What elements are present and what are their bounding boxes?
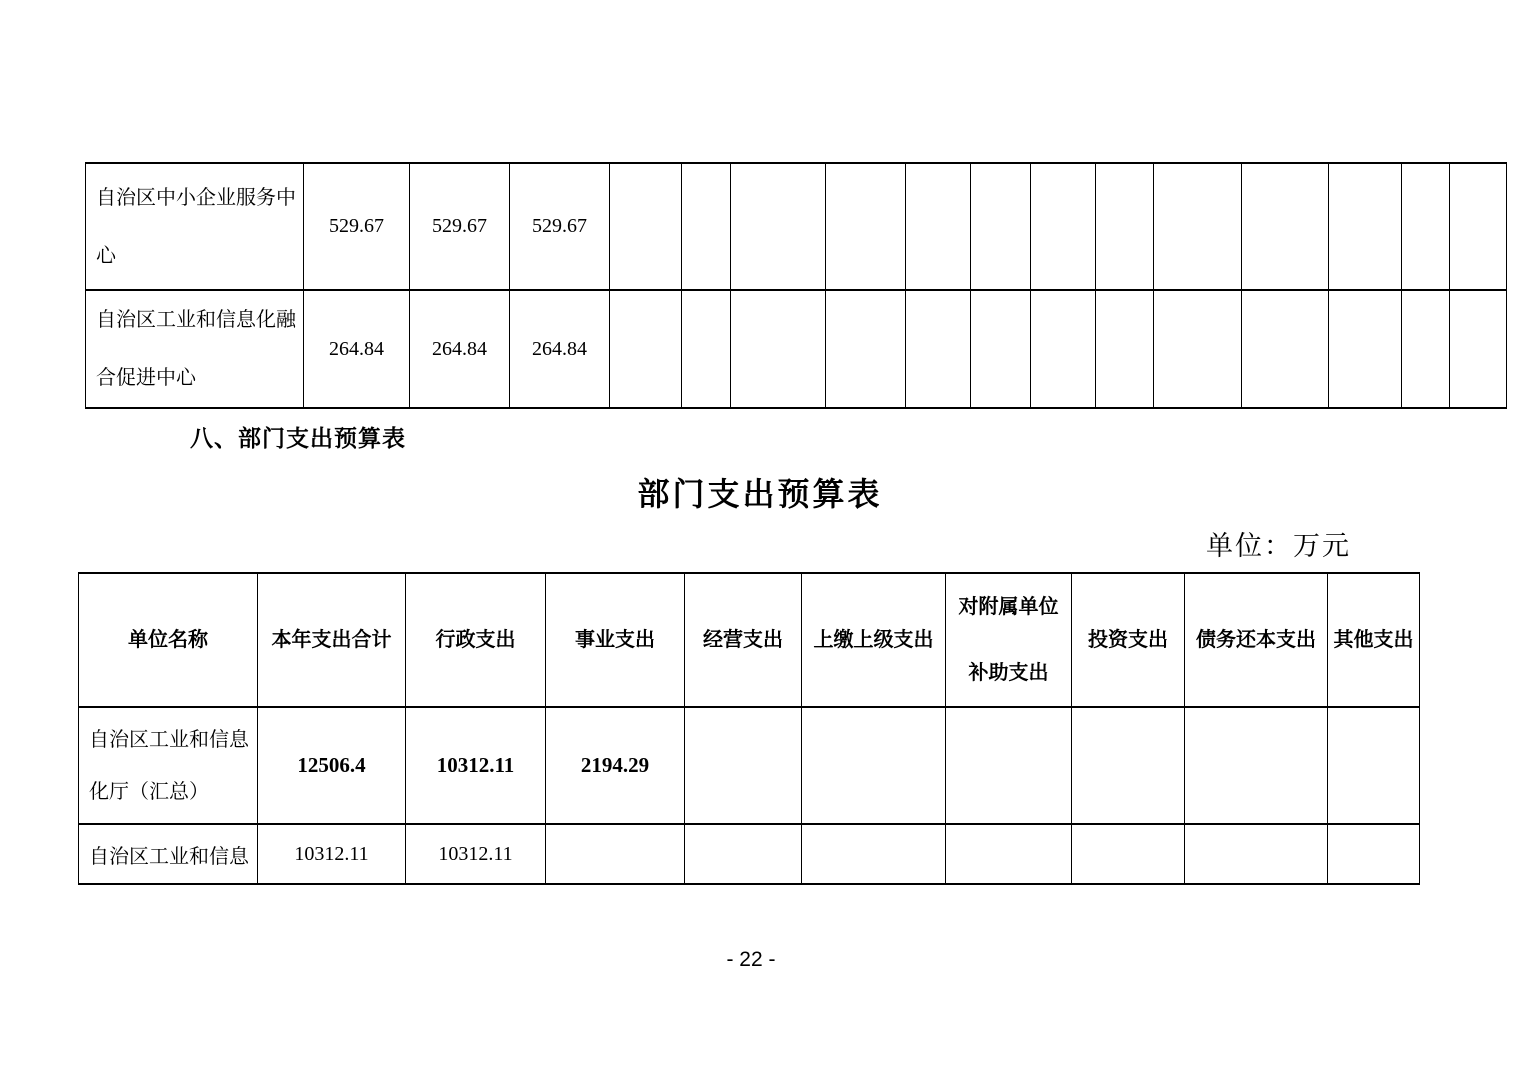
- empty-cell: [802, 707, 946, 824]
- unit-name-cell: 自治区中小企业服务中心: [86, 163, 304, 290]
- table-row: [79, 707, 1420, 824]
- empty-cell: [1072, 824, 1185, 884]
- empty-cell: [971, 163, 1031, 290]
- header-year-total: 本年支出合计: [258, 573, 406, 707]
- empty-cell: [1096, 163, 1154, 290]
- value-cell: 529.67: [304, 163, 410, 290]
- empty-cell: [685, 707, 802, 824]
- header-unit-name: 单位名称: [79, 573, 258, 707]
- section-heading: 八、部门支出预算表: [190, 425, 406, 451]
- unit-name-cell: 自治区工业和信息化融合促进中心: [86, 290, 304, 408]
- header-business: 经营支出: [685, 573, 802, 707]
- continuation-table: [85, 162, 1507, 409]
- empty-cell: [731, 290, 826, 408]
- value-cell: 10312.11: [258, 824, 406, 884]
- empty-cell: [971, 290, 1031, 408]
- value-cell: 264.84: [304, 290, 410, 408]
- empty-cell: [946, 707, 1072, 824]
- empty-cell: [946, 824, 1072, 884]
- empty-cell: [1185, 707, 1328, 824]
- empty-cell: [1096, 290, 1154, 408]
- empty-cell: [802, 824, 946, 884]
- unit-name-cell: 自治区工业和信息: [79, 824, 258, 884]
- header-debt-repay: 债务还本支出: [1185, 573, 1328, 707]
- empty-cell: [826, 290, 906, 408]
- header-subsidy: 对附属单位补助支出: [946, 573, 1072, 707]
- table-row: [79, 824, 1420, 884]
- header-admin: 行政支出: [406, 573, 546, 707]
- empty-cell: [1450, 290, 1507, 408]
- empty-cell: [1329, 163, 1402, 290]
- table-row: [86, 163, 1507, 290]
- empty-cell: [1328, 824, 1420, 884]
- unit-label: 单位：万元: [1206, 531, 1351, 561]
- table-title: 部门支出预算表: [637, 476, 883, 512]
- empty-cell: [1402, 290, 1450, 408]
- page-number: - 22 -: [726, 948, 776, 971]
- value-cell: 264.84: [510, 290, 610, 408]
- empty-cell: [1329, 290, 1402, 408]
- table-row: [86, 290, 1507, 408]
- value-cell: 2194.29: [546, 707, 685, 824]
- value-cell: 264.84: [410, 290, 510, 408]
- header-other: 其他支出: [1328, 573, 1420, 707]
- empty-cell: [1031, 290, 1096, 408]
- empty-cell: [1072, 707, 1185, 824]
- header-row: [79, 573, 1420, 707]
- empty-cell: [610, 290, 682, 408]
- empty-cell: [682, 290, 731, 408]
- value-cell: 529.67: [510, 163, 610, 290]
- empty-cell: [906, 163, 971, 290]
- value-cell: 529.67: [410, 163, 510, 290]
- empty-cell: [1154, 290, 1242, 408]
- empty-cell: [1154, 163, 1242, 290]
- header-public-institution: 事业支出: [546, 573, 685, 707]
- empty-cell: [682, 163, 731, 290]
- empty-cell: [731, 163, 826, 290]
- empty-cell: [1031, 163, 1096, 290]
- header-upper-level: 上缴上级支出: [802, 573, 946, 707]
- empty-cell: [546, 824, 685, 884]
- expense-budget-table: [78, 572, 1420, 885]
- empty-cell: [610, 163, 682, 290]
- value-cell: 10312.11: [406, 707, 546, 824]
- header-investment: 投资支出: [1072, 573, 1185, 707]
- empty-cell: [1328, 707, 1420, 824]
- empty-cell: [1450, 163, 1507, 290]
- empty-cell: [1185, 824, 1328, 884]
- value-cell: 12506.4: [258, 707, 406, 824]
- empty-cell: [1242, 163, 1329, 290]
- value-cell: 10312.11: [406, 824, 546, 884]
- empty-cell: [826, 163, 906, 290]
- empty-cell: [685, 824, 802, 884]
- empty-cell: [906, 290, 971, 408]
- empty-cell: [1242, 290, 1329, 408]
- empty-cell: [1402, 163, 1450, 290]
- unit-name-cell: 自治区工业和信息化厅（汇总）: [79, 707, 258, 824]
